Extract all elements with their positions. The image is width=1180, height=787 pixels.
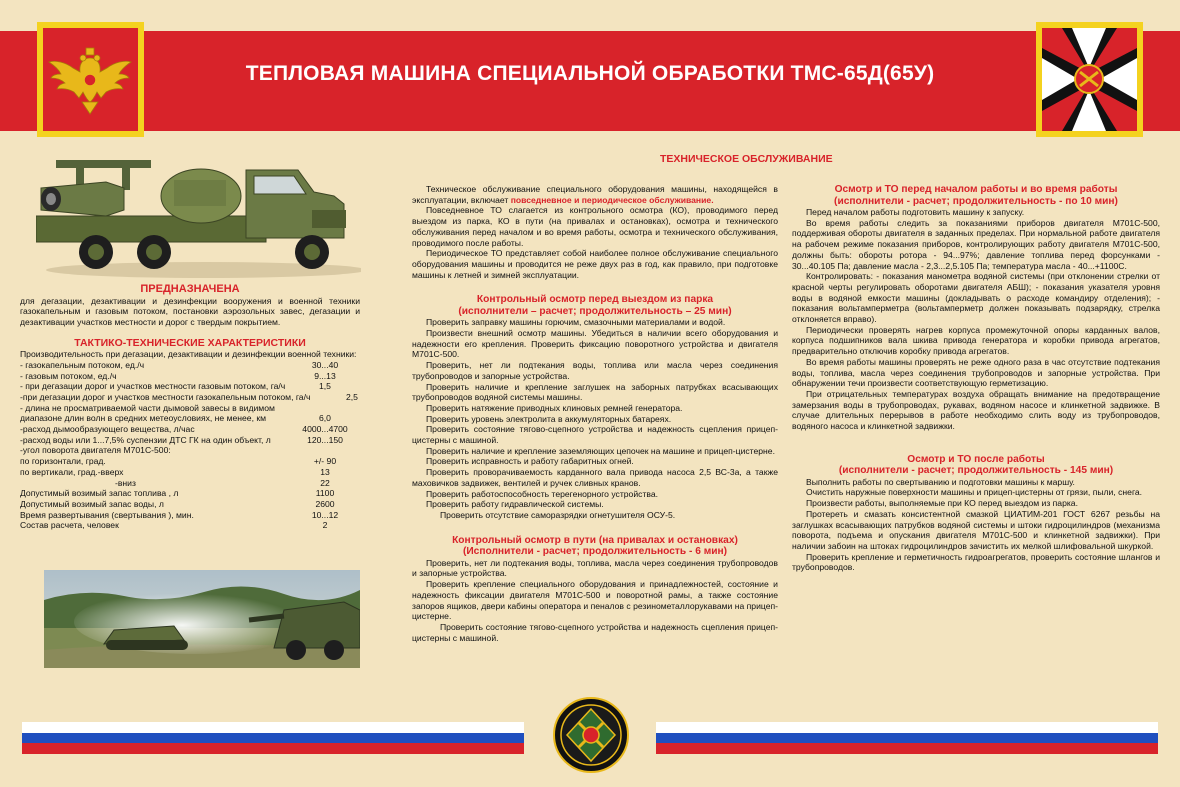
spec-row: по горизонтали, град. +/- 90 — [20, 456, 337, 467]
section-sub-park: (исполнители – расчет; продолжительность – 25 мин) — [458, 305, 732, 317]
list-item: Проверить исправность и работу габаритных огней. — [426, 456, 634, 467]
list-item: Проверить отсутствие саморазрядки огнетушителя ОСУ-5. — [440, 509, 676, 520]
list-item: Во время работы следить за показаниями приборов двигателя М701С-500, поддерживая обороты двигателя в заданных пределах. При нормальной работе двигателя на рабочем режиме показания приборов, контролирующих работу двигателя М701С-500, должны быть: обороты ротора - 94...97%; давление топлива перед форсунками - 30...40.105 Па; давление масла - 2,3...2,5.105 Па; температура масла - 40...+1100С. — [792, 217, 1160, 271]
spec-row: Допустимый возимый запас воды, л 2600 — [20, 498, 335, 509]
list-item: Проверить уровень электролита в аккумуляторных батареях. — [426, 413, 672, 424]
spec-row: Время развертывания (свертывания ), мин. 10...12 — [20, 509, 339, 520]
list-item: Проверить заправку машины горючим, смазочными материалами и водой. — [426, 317, 726, 328]
list-item: Выполнить работы по свертыванию и подготовки машины к маршу. — [806, 476, 1075, 487]
spec-row: - газовым потоком, ед./ч 9...13 — [20, 370, 336, 381]
list-item: При отрицательных температурах воздуха обращать внимание на предотвращение замерзания воды в трубопроводах, рукавах, водяном насосе и клинкетной задвижке. В случае длительных перерывов в работе необходимо слить воду из трубопроводов, водяного насоса и клинкетной задвижки. — [792, 388, 1160, 432]
section-title-after: Осмотр и ТО после работы — [907, 453, 1045, 465]
list-item: Перед началом работы подготовить машину к запуску. — [806, 207, 1025, 217]
list-item: Проверить работоспособность терегенорного устройства. — [426, 488, 659, 499]
spec-row: по вертикали, град.-вверх 13 — [20, 466, 330, 477]
spec-row: -угол поворота двигателя М701С-500: — [20, 445, 171, 456]
russian-flag-left — [22, 722, 524, 754]
spec-row: Состав расчета, человек 2 — [20, 520, 328, 531]
list-item: Контролировать: - показания манометра водяной системы (при отклонении стрелки от красной черты регулировать оборотами двигателя АБШ); - показания указателя уровня воды в водяной емкости машины (докладывать о расходе командиру отделения); - показания вольтамперметра (вольтамперметр должен показывать подзарядку, стрелка отклоняется вправо). — [792, 271, 1160, 325]
list-item: Проверить, нет ли подтекания воды, топлива, масла через соединения трубопроводов и запорные устройства. — [412, 557, 778, 579]
list-item: Очистить наружные поверхности машины и прицеп-цистерны от грязи, пыли, снега. — [806, 487, 1143, 498]
section-sub-before: (исполнители - расчет; продолжительность - по 10 мин) — [834, 195, 1118, 207]
emblem-left — [37, 22, 144, 137]
list-item: Проверить наличие и крепление заземляющих цепочек на машине и прицеп-цистерне. — [426, 445, 775, 456]
list-item: Проверить натяжение приводных клиновых ремней генератора. — [426, 402, 683, 413]
spec-row: - длина не просматриваемой части дымовой завесы в видимом диапазоне длин волн в средних метеоусловиях, не менее, км 6,0 — [20, 402, 331, 424]
purpose-text: для дегазации, дезактивации и дезинфекции вооружения и военной техники газокапельным и газовым потоком, постановки аэрозольных завес, дегазации и дезактивации участков местности и дорог с твердым покрытием. — [20, 295, 360, 327]
main-title-wrap — [660, 154, 900, 166]
spec-row: -расход воды или 1...7,5% суспензии ДТС ГК на один объект, л 120...150 — [20, 434, 343, 445]
list-item: Проверить состояние тягово-сцепного устройства и надежность сцепления прицеп-цистерны с машиной. — [412, 424, 778, 446]
left-column — [20, 284, 360, 531]
list-item: Произвести работы, выполняемые при КО перед выездом из парка. — [806, 498, 1078, 509]
intro-paragraph: Периодическое ТО представляет собой наиболее полное обслуживание специального оборудования машины и проводится не реже двух раз в год, как правило, при подготовке машины к летней и зимней эксплуатации. — [412, 248, 778, 280]
section-sub-after: (исполнители - расчет; продолжительность - 145 мин) — [838, 465, 1114, 477]
gold-double-headed-eagle-icon — [43, 28, 138, 131]
decontamination-photo — [44, 570, 360, 668]
list-item: Проверить проворачиваемость карданного вала привода насоса 2,5 ВС-3а, а также маховичков задвижек, вентилей и ручек сливных кранов. — [412, 467, 778, 488]
section-title-road: Контрольный осмотр в пути (на привалах и остановках) — [452, 534, 738, 546]
middle-column-text — [412, 184, 778, 643]
spec-row: - при дегазации дорог и участков местности газовым потоком, га/ч 1,5 — [20, 381, 331, 392]
spec-row: -вниз 22 — [115, 477, 330, 488]
list-item: Проверить крепление специального оборудования и принадлежностей, состояние и надежность фиксации двигателя М701С-500 и поворотной рамы, а также состояние запоров ящиков, двери кабины оператора и пеналов с резинометаллорукавами на прицеп-цистерне. — [412, 579, 778, 622]
section-title-park: Контрольный осмотр перед выездом из парка — [476, 294, 714, 306]
engineer-troops-flag-icon — [1042, 28, 1137, 131]
list-item: Периодически проверять нагрев корпуса промежуточной опоры карданных валов, корпуса подшипников вала шкива привода генератора и коробки привода агрегатов, предварительно отключив коробку привода агрегатов. — [792, 324, 1160, 357]
list-item: Проверить состояние тягово-сцепного устройства и надежность сцепления прицеп-цистерны с машиной. — [412, 621, 778, 643]
spec-row: -при дегазации дорог и участков местности газокапельным потоком, га/ч 2,5 — [20, 391, 358, 402]
list-item: Во время работы машины проверять не реже одного раза в час отсутствие подтекания воды, топлива, масла через соединения трубопроводов и запорные устройства. При обнаружении течи произвести соответствующую герметизацию. — [792, 356, 1160, 389]
truck-photo — [36, 152, 361, 280]
page-title: ТЕПЛОВАЯ МАШИНА СПЕЦИАЛЬНОЙ ОБРАБОТКИ ТМС-65Д(65У) — [245, 62, 935, 85]
spec-row: Допустимый возимый запас топлива , л 1100 — [20, 488, 335, 499]
list-item: Проверить наличие и крепление заглушек на заборных патрубках всасывающих трубопроводов водяной системы машины. — [412, 381, 778, 403]
maintenance-title: ТЕХНИЧЕСКОЕ ОБСЛУЖИВАНИЕ — [660, 153, 833, 165]
emblem-right — [1036, 22, 1143, 137]
russian-flag-right — [656, 722, 1158, 754]
spec-row: - газокапельным потоком, ед./ч 30...40 — [20, 359, 339, 370]
list-item: Проверить, нет ли подтекания воды, топлива или масла через соединения трубопроводов и запорные устройства. — [412, 360, 778, 381]
list-item: Проверить крепление и герметичность гидроагрегатов, проверить состояние шлангов и трубопроводов. — [792, 551, 1160, 573]
spec-row: -расход дымообразующего вещества, л/час 4000...4700 — [20, 424, 348, 435]
section-title-before: Осмотр и ТО перед началом работы и во время работы — [834, 184, 1118, 195]
list-item: Протереть и смазать консистентной смазкой ЦИАТИМ-201 ГОСТ 6267 резьбы на заглушках всасывающих патрубков водяной системы и штоки гидроцилиндров (механизма поворота, подъема и опускания двигателя М701С-500 и клинкетной задвижки). При наличии забоин на штоках гидроцилиндров зачистить их мелкой шлифовальной шкуркой. — [792, 508, 1160, 551]
section-sub-road: (Исполнители - расчет; продолжительность - 6 мин) — [462, 546, 728, 558]
intro-paragraph: Повседневное ТО слагается из контрольного осмотра (КО), проводимого перед выездом из парка, КО в пути (на привалах и остановках), осмотра и технического обслуживания перед началом и во время работы, осмотра и технического обслуживания, проводимого после работы. — [412, 205, 778, 248]
list-item: Произвести внешний осмотр машины. Убедиться в наличии всего оборудования и надежности его крепления. Проверить фиксацию поворотного устройства и двигателя М701С-500. — [412, 328, 778, 360]
purpose-title: ПРЕДНАЗНАЧЕНА — [140, 283, 240, 295]
right-column — [792, 184, 1160, 573]
specs-title: ТАКТИКО-ТЕХНИЧЕСКИЕ ХАРАКТЕРИСТИКИ — [74, 336, 306, 349]
intro-paragraph: Техническое обслуживание специального оборудования машины, находящейся в эксплуатации, включает повседневное и периодическое обслуживание. — [412, 184, 778, 205]
chemical-troops-emblem-icon — [553, 697, 629, 773]
list-item: Проверить работу гидравлической системы. — [426, 499, 604, 510]
specs-intro: Производительность при дегазации, дезактивации и дезинфекции военной техники: — [20, 349, 357, 360]
